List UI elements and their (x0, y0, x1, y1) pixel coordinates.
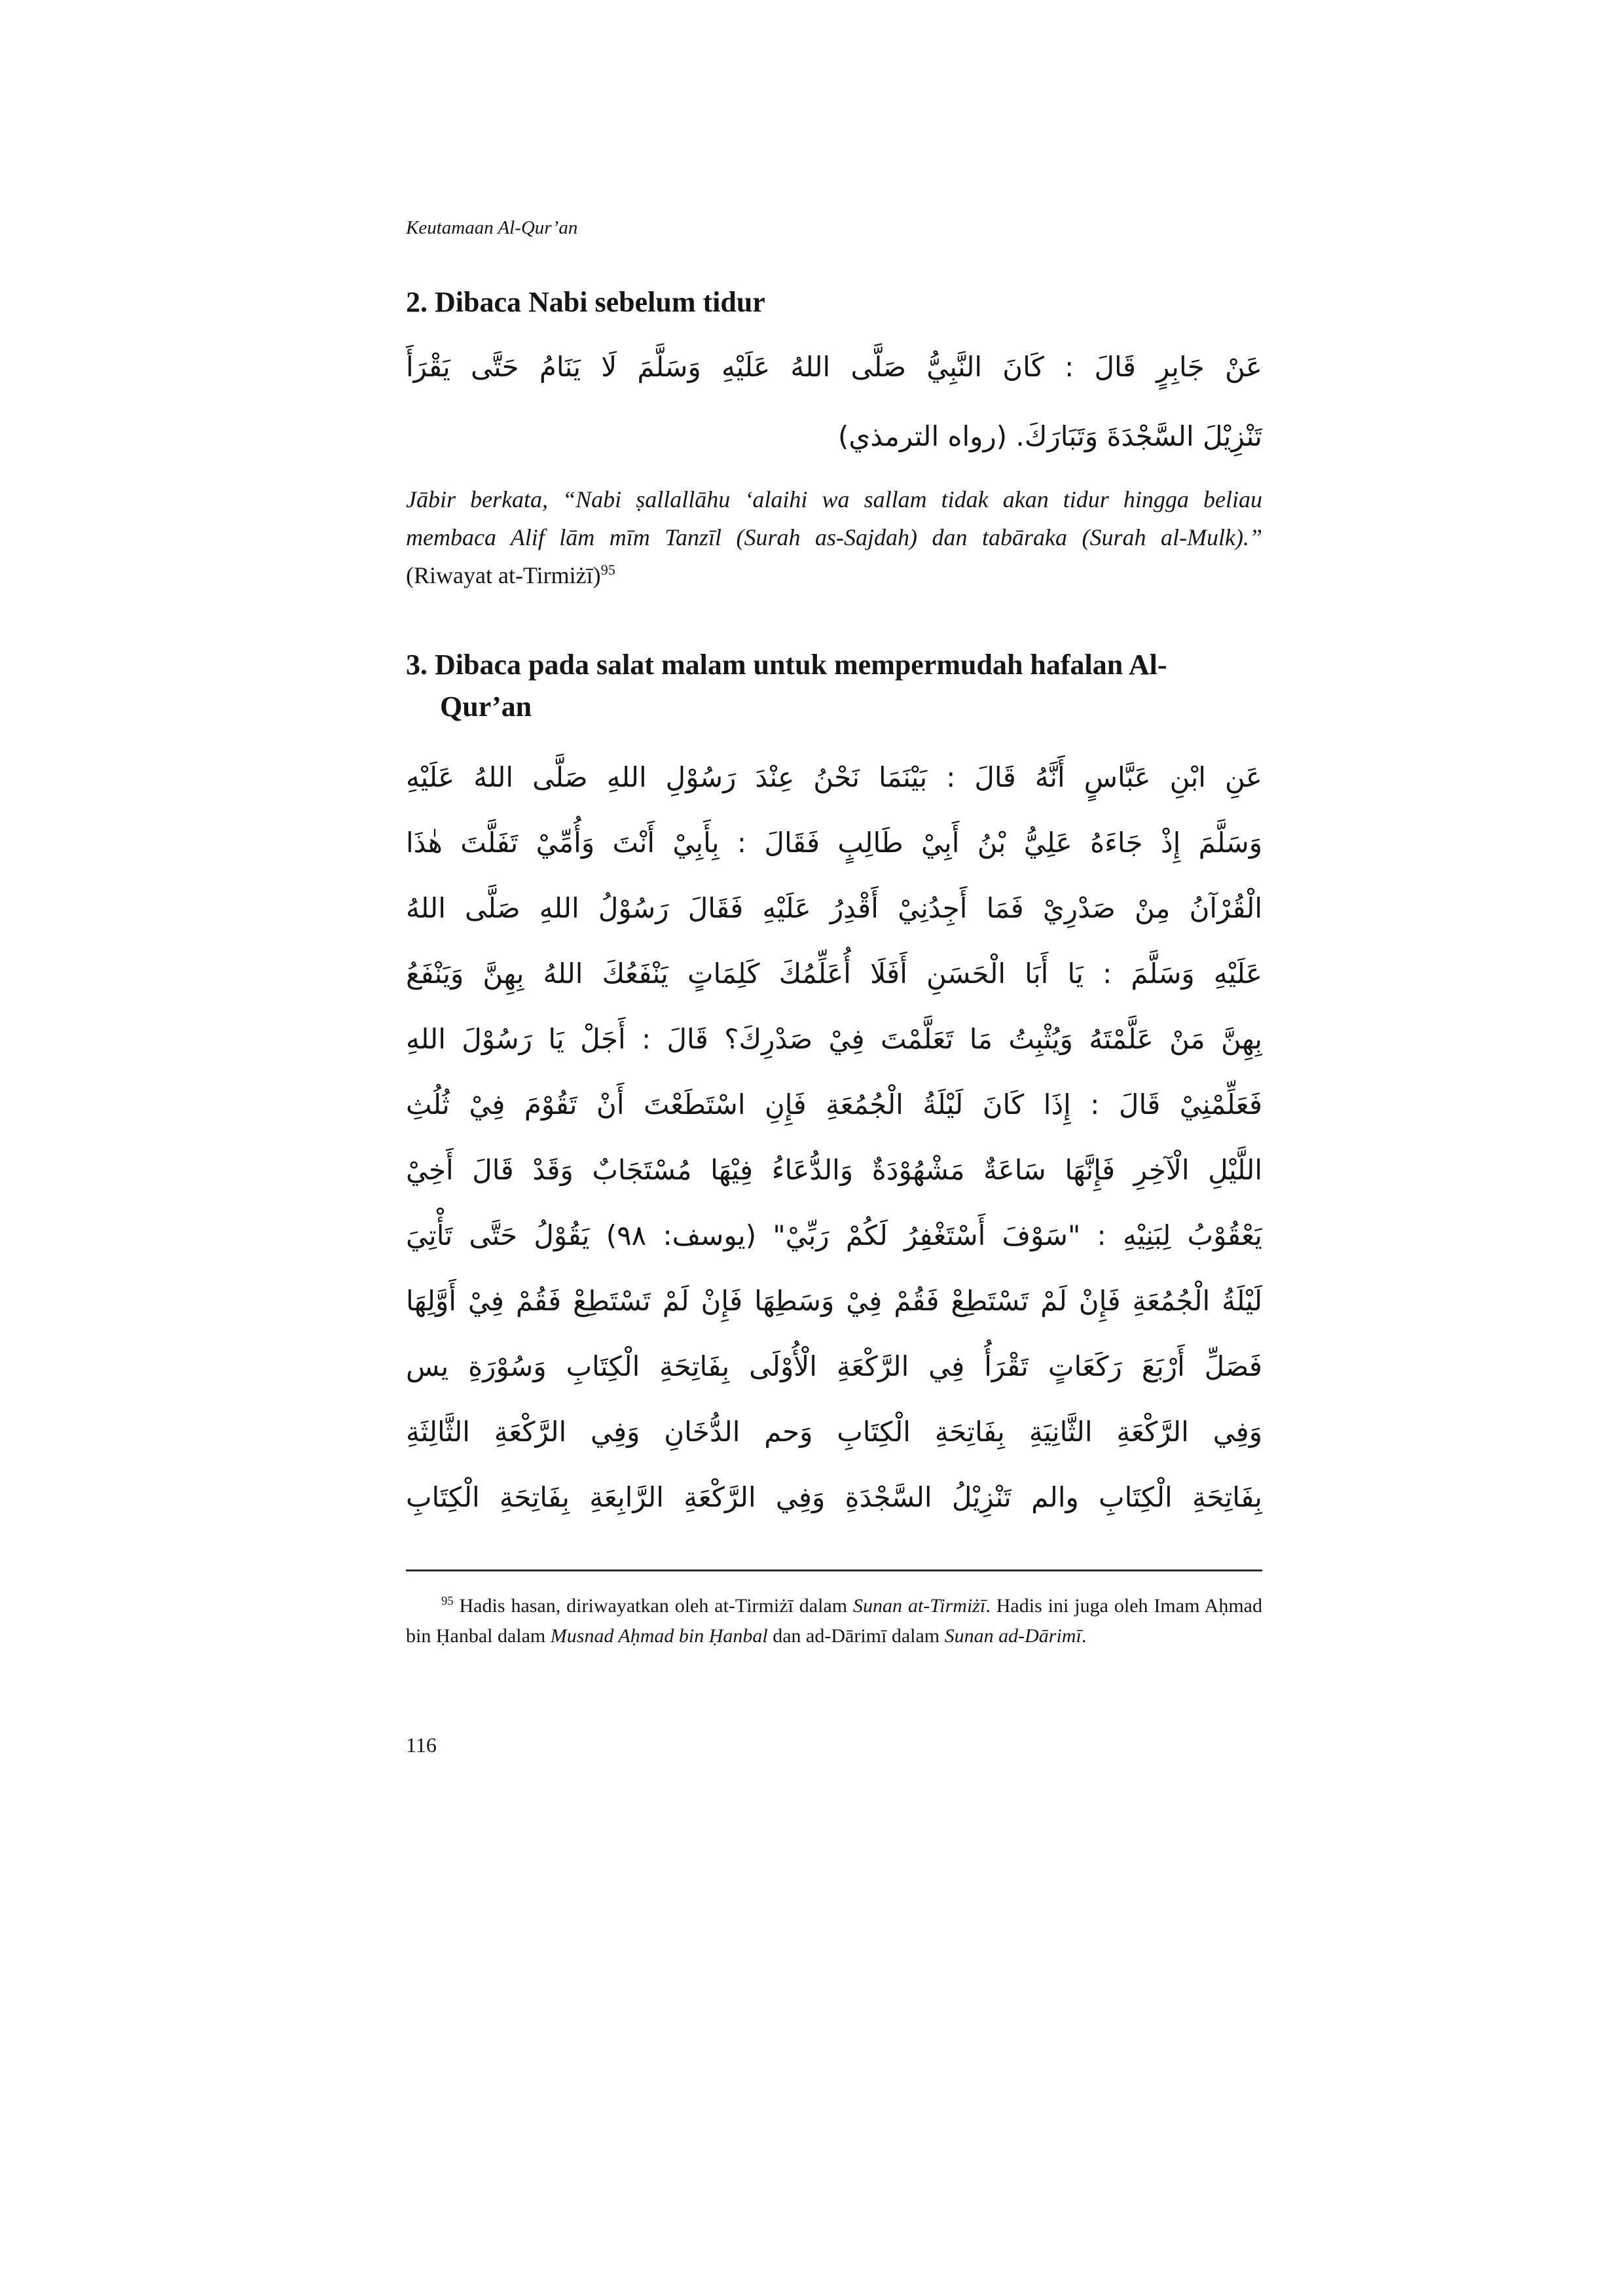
arabic-line: عَنْ جَابِرٍ قَالَ : كَانَ النَّبِيُّ صَلَّى اللهُ عَلَيْهِ وَسَلَّمَ لَا يَنَامُ حَتَّى يَقْرَأَ (406, 351, 1262, 383)
arabic-line: وَفِي الرَّكْعَةِ الثَّانِيَةِ بِفَاتِحَةِ الْكِتَابِ وَحم الدُّخَانِ وَفِي الرَّكْعَةِ الثَّالِثَةِ (406, 1416, 1262, 1448)
page-number: 116 (406, 1733, 437, 1757)
arabic-line: وَسَلَّمَ إِذْ جَاءَهُ عَلِيُّ بْنُ أَبِيْ طَالِبٍ فَقَالَ : بِأَبِيْ أَنْتَ وَأُمِّيْ تَفَلَّتَ هٰذَا (406, 827, 1262, 859)
section2-heading: 2. Dibaca Nabi sebelum tidur (406, 286, 765, 318)
section3-heading-line2: Qur’an (440, 691, 532, 723)
arabic-line: لَيْلَةُ الْجُمُعَةِ فَإِنْ لَمْ تَسْتَطِعْ فَقُمْ فِيْ وَسَطِهَا فَإِنْ لَمْ تَسْتَطِعْ فَقُمْ فِيْ أَوَّلِهَا (406, 1285, 1262, 1317)
arabic-line: اللَّيْلِ الْآخِرِ فَإِنَّهَا سَاعَةٌ مَشْهُوْدَةٌ وَالدُّعَاءُ فِيْهَا مُسْتَجَابٌ وَقَدْ قَالَ أَخِيْ (406, 1154, 1262, 1186)
footnote-text-part: . (1081, 1625, 1087, 1647)
page-content (406, 216, 1262, 1530)
arabic-line: يَعْقُوْبُ لِبَنِيْهِ : "سَوْفَ أَسْتَغْفِرُ لَكُمْ رَبِّيْ" (يوسف: ٩٨) يَقُوْلُ حَتَّى تَأْتِيَ (406, 1219, 1262, 1251)
footnote-separator (406, 1570, 1262, 1571)
footnote-book-title: Musnad Aḥmad bin Ḥanbal (550, 1625, 768, 1647)
riwayat-attribution: (Riwayat at-Tirmiżī) (406, 562, 601, 588)
translation-italic-text: Jābir berkata, “Nabi ṣallallāhu ‘alaihi wa sallam tidak akan tidur hingga beliau membaca Alif lām mīm Tanzīl (Surah as-Sajdah) dan tabāraka (Surah al-Mulk).” (406, 486, 1262, 550)
footnote-text-part: dan ad-Dārimī dalam (767, 1625, 945, 1647)
running-header: Keutamaan Al-Qur’an (406, 217, 578, 238)
footnote-area (406, 1570, 1262, 1671)
footnote-book-title: Sunan at-Tirmiżī (853, 1595, 986, 1617)
section3-arabic-block (406, 745, 1262, 1530)
arabic-line: بِهِنَّ مَنْ عَلَّمْتَهُ وَيُثْبِتُ مَا تَعَلَّمْتَ فِيْ صَدْرِكَ؟ قَالَ : أَجَلْ يَا رَسُوْلَ اللهِ (406, 1023, 1262, 1055)
arabic-line: الْقُرْآنُ مِنْ صَدْرِيْ فَمَا أَجِدُنِيْ أَقْدِرُ عَلَيْهِ فَقَالَ رَسُوْلُ اللهِ صَلَّى اللهُ (406, 892, 1262, 924)
arabic-line: فَصَلِّ أَرْبَعَ رَكَعَاتٍ تَقْرَأُ فِي الرَّكْعَةِ الْأُوْلَى بِفَاتِحَةِ الْكِتَابِ وَسُوْرَةِ يس (406, 1350, 1262, 1382)
arabic-line: تَنْزِيْلَ السَّجْدَةَ وَتَبَارَكَ. (رواه الترمذي) (838, 420, 1262, 452)
arabic-line: عَلَيْهِ وَسَلَّمَ : يَا أَبَا الْحَسَنِ أَفَلَا أُعَلِّمُكَ كَلِمَاتٍ يَنْفَعُكَ اللهُ بِهِنَّ وَيَنْفَعُ (406, 958, 1262, 990)
footnote (406, 1591, 1262, 1651)
section2-arabic-block (406, 332, 1262, 471)
footnote-text-part: Hadis hasan, diriwayatkan oleh at-Tirmiżī dalam (453, 1595, 854, 1617)
arabic-line: عَنِ ابْنِ عَبَّاسٍ أَنَّهُ قَالَ : بَيْنَمَا نَحْنُ عِنْدَ رَسُوْلِ اللهِ صَلَّى اللهُ عَلَيْهِ (406, 761, 1262, 793)
arabic-line: فَعَلِّمْنِيْ قَالَ : إِذَا كَانَ لَيْلَةُ الْجُمُعَةِ فَإِنِ اسْتَطَعْتَ أَنْ تَقُوْمَ فِيْ ثُلُثِ (406, 1088, 1262, 1121)
footnote-number: 95 (441, 1594, 454, 1608)
footnote-text-part: . Hadis ini juga oleh Imam Aḥmad bin Ḥanbal dalam (406, 1595, 1262, 1647)
section2-translation (406, 480, 1262, 594)
section3-heading (406, 644, 1262, 728)
footnote-ref-marker: 95 (600, 562, 615, 578)
arabic-line: بِفَاتِحَةِ الْكِتَابِ والم تَنْزِيْلُ السَّجْدَةِ وَفِي الرَّكْعَةِ الرَّابِعَةِ بِفَاتِحَةِ الْكِتَابِ (406, 1481, 1262, 1513)
footnote-book-title: Sunan ad-Dārimī (944, 1625, 1082, 1647)
section3-heading-line1: 3. Dibaca pada salat malam untuk mempermudah hafalan Al- (406, 649, 1167, 681)
